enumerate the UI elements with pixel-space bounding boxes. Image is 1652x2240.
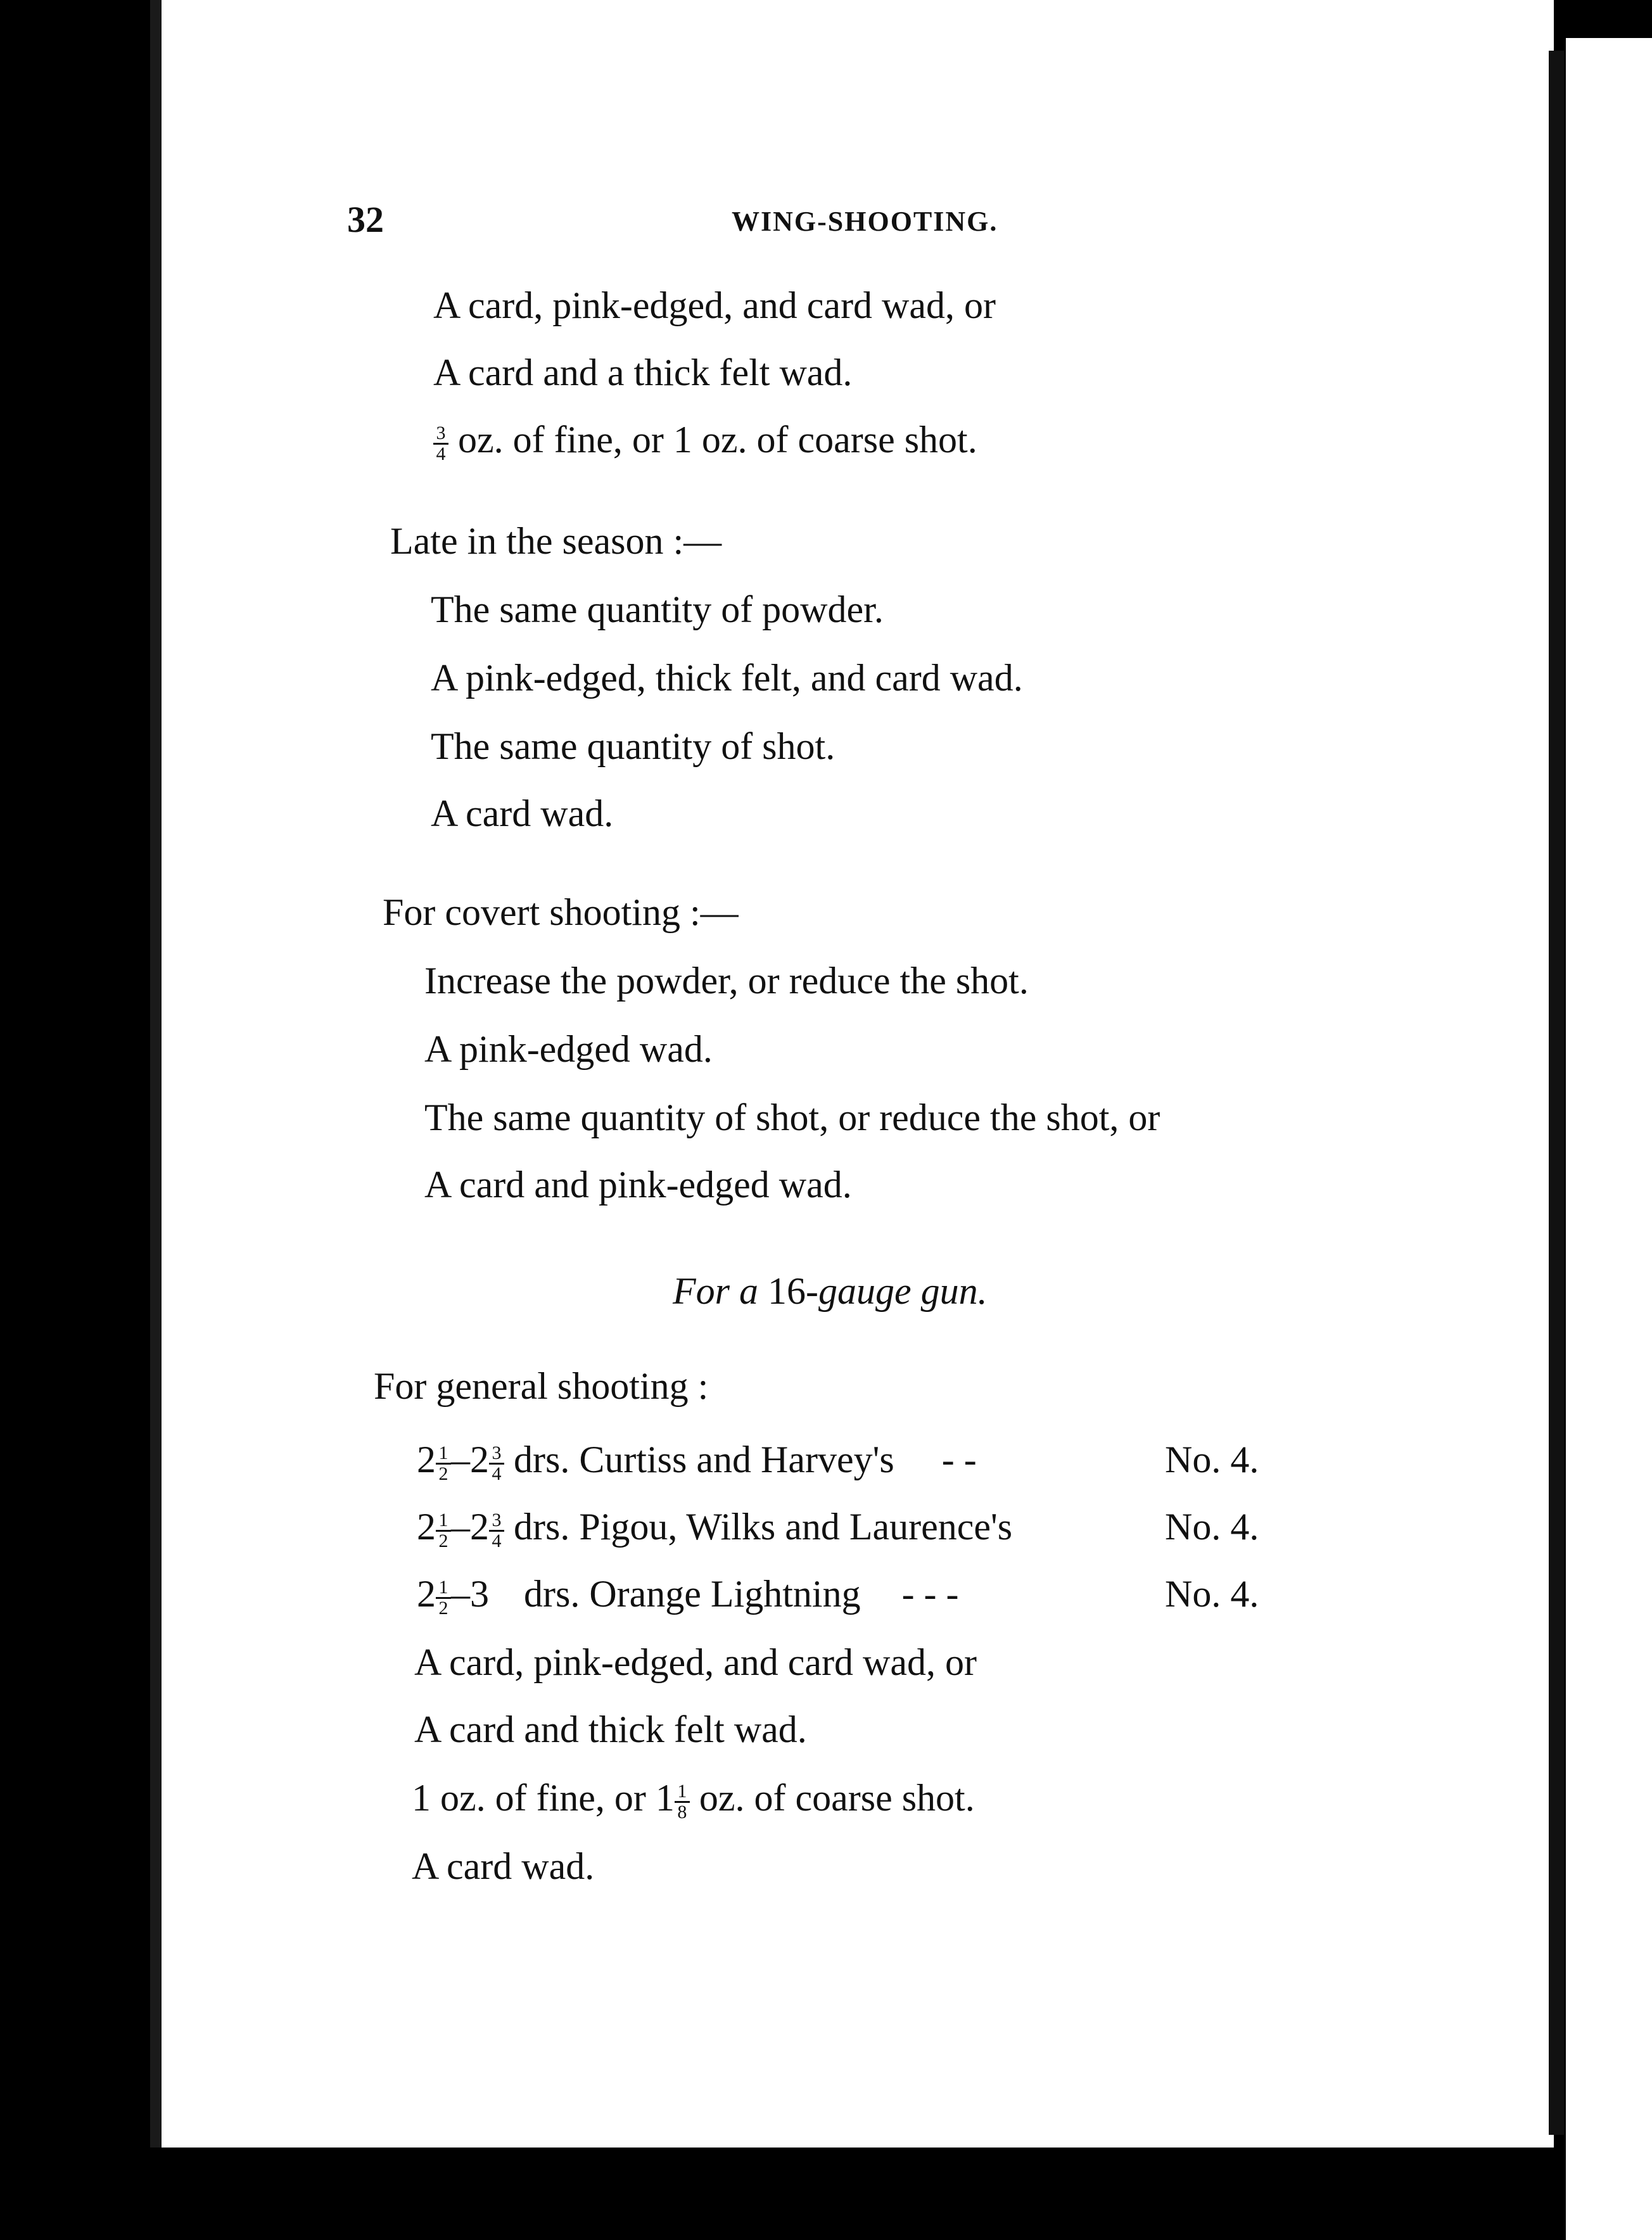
text-line: A pink-edged, thick felt, and card wad. bbox=[431, 657, 1023, 699]
section-heading: For general shooting : bbox=[374, 1365, 709, 1407]
text-line: $\frac{3}{4}$ oz. of fine, or 1 oz. of coarse shot. bbox=[433, 421, 977, 464]
text-line: A card wad. bbox=[431, 792, 614, 834]
fraction: $\frac{3}{4}$ bbox=[489, 1444, 504, 1484]
powder-row: 2 $\frac{1}{2}$ –2 $\frac{3}{4}$ drs. Pigou, Wilks and Laurence's bbox=[417, 1506, 1013, 1551]
running-head: WING-SHOOTING. bbox=[732, 206, 998, 237]
subheading-16-gauge: For a 16-gauge gun. bbox=[673, 1270, 988, 1312]
page-edge bbox=[150, 0, 162, 2148]
text-line: A card, pink-edged, and card wad, or bbox=[414, 1641, 977, 1683]
text-line: A card and pink-edged wad. bbox=[424, 1164, 852, 1206]
fraction: $\frac{3}{4}$ bbox=[433, 424, 448, 464]
page-number: 32 bbox=[347, 199, 384, 240]
text-line: A card and a thick felt wad. bbox=[433, 352, 853, 393]
text-line: A card and thick felt wad. bbox=[414, 1709, 807, 1750]
fraction: $\frac{1}{2}$ bbox=[436, 1578, 451, 1618]
shot-size: No. 4. bbox=[1165, 1573, 1259, 1615]
section-heading: Late in the season :— bbox=[390, 520, 722, 562]
powder-row: 2 $\frac{1}{2}$ –3 drs. Orange Lightning - - - bbox=[417, 1573, 959, 1619]
section-heading: For covert shooting :— bbox=[383, 891, 739, 933]
text-line: A card, pink-edged, and card wad, or bbox=[433, 284, 996, 326]
fraction: $\frac{1}{2}$ bbox=[436, 1444, 451, 1484]
text-line: The same quantity of powder. bbox=[431, 589, 884, 630]
shot-size: No. 4. bbox=[1165, 1506, 1259, 1548]
text-line: The same quantity of shot, or reduce the shot, or bbox=[424, 1097, 1160, 1138]
text-line: A pink-edged wad. bbox=[424, 1028, 713, 1070]
binding-gutter bbox=[1549, 51, 1564, 2135]
text-line: 1 oz. of fine, or 1 $\frac{1}{8}$ oz. of coarse shot. bbox=[412, 1777, 975, 1823]
fraction: $\frac{1}{8}$ bbox=[675, 1782, 690, 1822]
text-line: Increase the powder, or reduce the shot. bbox=[424, 960, 1029, 1002]
facing-page-strip bbox=[1566, 38, 1652, 2240]
fraction: $\frac{1}{2}$ bbox=[436, 1511, 451, 1551]
text-line: The same quantity of shot. bbox=[431, 725, 836, 767]
fraction: $\frac{3}{4}$ bbox=[489, 1511, 504, 1551]
text-line: A card wad. bbox=[412, 1845, 595, 1887]
powder-row: 2 $\frac{1}{2}$ –2 $\frac{3}{4}$ drs. Curtiss and Harvey's - - bbox=[417, 1439, 977, 1484]
shot-size: No. 4. bbox=[1165, 1439, 1259, 1480]
